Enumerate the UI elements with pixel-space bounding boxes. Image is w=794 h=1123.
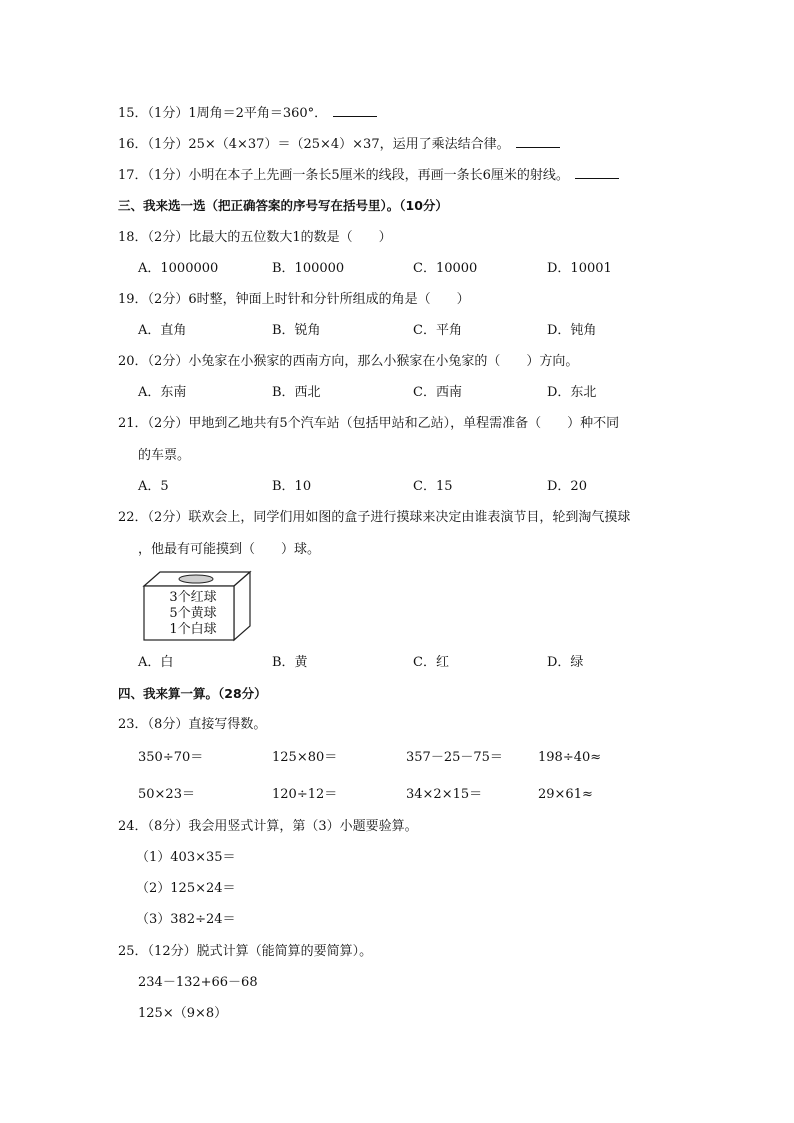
option-c[interactable]: C．15 [413,479,453,494]
question-25: 25．（12分）脱式计算（能简算的要简算）。 [118,944,373,959]
option-a[interactable]: A．1000000 [138,261,219,276]
step-calc-2: 125×（9×8） [138,1006,228,1021]
section-heading-4: 四、我来算一算。（28分） [118,686,267,701]
question-20: 20．（2分）小兔家在小猴家的西南方向，那么小猴家在小兔家的（ ）方向。 [118,354,579,369]
answer-blank[interactable] [575,166,619,179]
answer-blank[interactable] [333,104,377,117]
option-b[interactable]: B．100000 [272,261,345,276]
option-d[interactable]: D．东北 [547,385,597,400]
question-24: 24．（8分）我会用竖式计算，第（3）小题要验算。 [118,819,418,834]
vertical-calc-3: （3）382÷24＝ [136,912,236,927]
math-item: 198÷40≈ [538,750,602,765]
option-c[interactable]: C．红 [413,655,449,670]
question-text: 15．（1分）1周角＝2平角＝360°． [118,106,328,121]
math-item: 29×61≈ [538,787,593,802]
question-22: 22．（2分）联欢会上，同学们用如图的盒子进行摸球来决定由谁表演节目，轮到淘气摸球 [118,510,631,525]
option-b[interactable]: B．10 [272,479,312,494]
vertical-calc-1: （1）403×35＝ [136,850,236,865]
vertical-calc-2: （2）125×24＝ [136,881,236,896]
option-d[interactable]: D．10001 [547,261,612,276]
question-21-cont: 的车票。 [138,448,191,463]
section-heading-3: 三、我来选一选（把正确答案的序号写在括号里）。（10分） [118,198,448,213]
math-item: 350÷70＝ [138,750,204,765]
option-d[interactable]: D．20 [547,479,587,494]
question-16 [118,135,560,154]
option-a[interactable]: A．白 [138,655,174,670]
option-a[interactable]: A．东南 [138,385,187,400]
question-15 [118,104,377,123]
option-b[interactable]: B．黄 [272,655,308,670]
option-b[interactable]: B．锐角 [272,323,321,338]
option-a[interactable]: A．直角 [138,323,187,338]
question-19: 19．（2分）6时整，钟面上时针和分针所组成的角是（ ） [118,292,470,307]
question-18: 18．（2分）比最大的五位数大1的数是（ ） [118,230,392,245]
question-22-cont: ，他最有可能摸到（ ）球。 [138,542,321,557]
question-17 [118,166,619,185]
option-c[interactable]: C．10000 [413,261,478,276]
option-d[interactable]: D．钝角 [547,323,597,338]
option-d[interactable]: D．绿 [547,655,584,670]
option-c[interactable]: C．西南 [413,385,462,400]
box-label-yellow: 5个黄球 [169,606,217,621]
question-text: 17．（1分）小明在本子上先画一条长5厘米的线段，再画一条长6厘米的射线。 [118,168,569,183]
math-item: 120÷12＝ [272,787,338,802]
ball-box-figure [142,570,252,642]
box-label-white: 1个白球 [169,622,217,637]
option-c[interactable]: C．平角 [413,323,462,338]
question-text: 16．（1分）25×（4×37）＝（25×4）×37，运用了乘法结合律。 [118,137,510,152]
math-item: 357－25－75＝ [406,750,503,765]
answer-blank[interactable] [516,135,560,148]
question-21: 21．（2分）甲地到乙地共有5个汽车站（包括甲站和乙站），单程需准备（ ）种不同 [118,416,620,431]
box-label-red: 3个红球 [169,590,217,605]
option-a[interactable]: A．5 [138,479,169,494]
option-b[interactable]: B．西北 [272,385,321,400]
question-23: 23．（8分）直接写得数。 [118,717,267,732]
math-item: 50×23＝ [138,787,195,802]
math-item: 34×2×15＝ [406,787,483,802]
step-calc-1: 234－132+66－68 [138,975,258,990]
math-item: 125×80＝ [272,750,338,765]
